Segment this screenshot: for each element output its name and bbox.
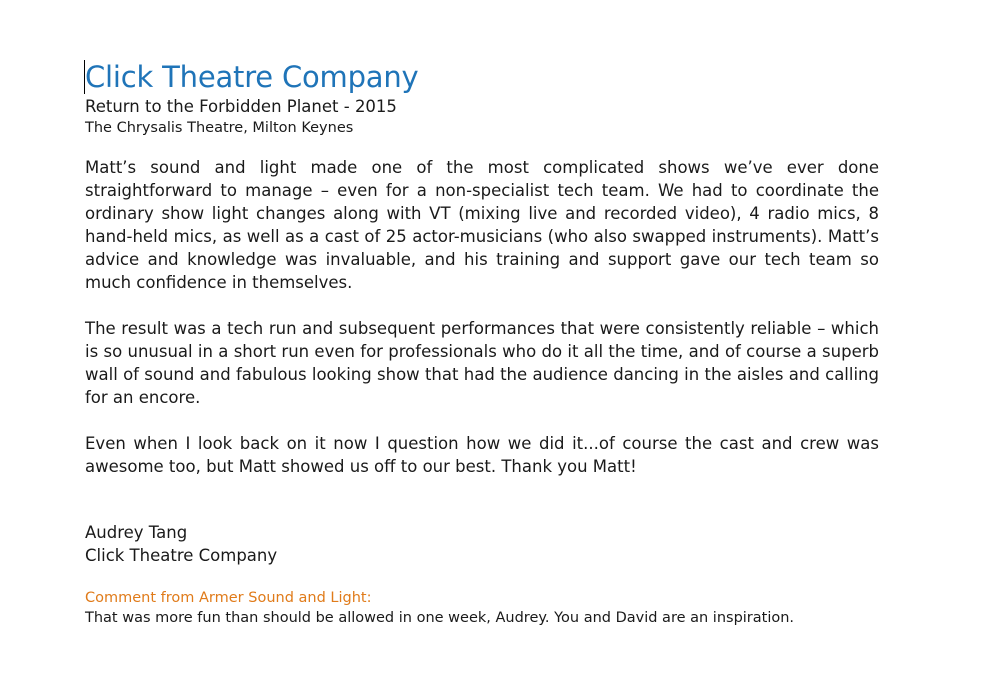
signature-company: Click Theatre Company <box>85 546 278 565</box>
testimonial-paragraph-3: Even when I look back on it now I question how we did it...of course the cast and crew was awesome too, but Matt showed us off to our best. Thank you Matt! <box>85 434 879 476</box>
testimonial-paragraph-1: Matt’s sound and light made one of the most complicated shows we’ve ever done straightforward to manage – even for a non-specialist tech team. We had to coordinate the ordinary show light changes along with VT (mixing live and recorded video), 4 radio mics, 8 hand-held mics, as well as a cast of 25 actor-musicians (who also swapped instruments). Matt’s advice and knowledge was invaluable, and his training and support gave our tech team so much confidence in themselves. <box>85 158 879 292</box>
document-page <box>85 58 879 628</box>
text-cursor <box>84 60 85 94</box>
show-title: Return to the Forbidden Planet - 2015 <box>85 97 397 116</box>
comment-text: That was more fun than should be allowed in one week, Audrey. You and David are an inspiration. <box>85 610 795 626</box>
testimonial-paragraph-2: The result was a tech run and subsequent performances that were consistently reliable – which is so unusual in a short run even for professionals who do it all the time, and of course a superb wall of sound and fabulous looking show that had the audience dancing in the aisles and calling for an encore. <box>85 319 879 407</box>
signature-name: Audrey Tang <box>85 523 188 542</box>
comment-heading: Comment from Armer Sound and Light: <box>85 590 372 606</box>
venue-line: The Chrysalis Theatre, Milton Keynes <box>85 120 354 136</box>
company-title: Click Theatre Company <box>85 60 419 94</box>
